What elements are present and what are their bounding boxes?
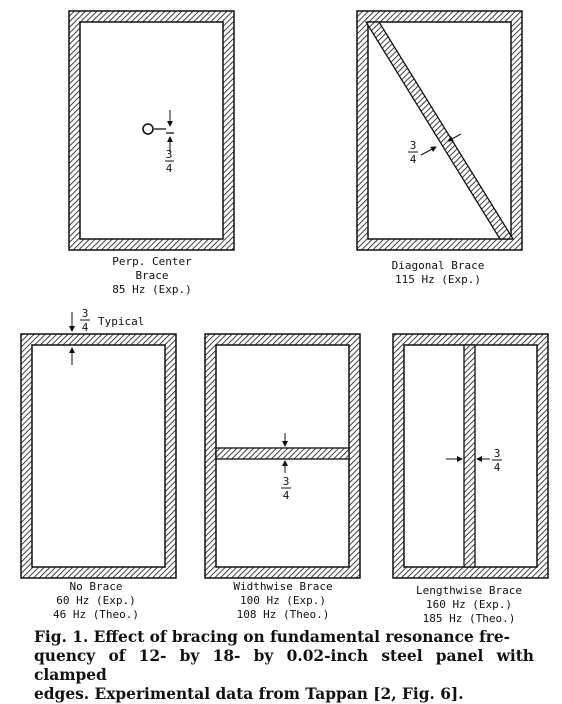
panel-label-title: Diagonal Brace xyxy=(391,259,485,272)
caption-line: edges. Experimental data from Tappan [2, Fig. 6]. xyxy=(34,685,464,703)
lengthwise-brace xyxy=(464,345,475,567)
dimension-denominator: 4 xyxy=(81,321,89,334)
dimension-numerator: 3 xyxy=(282,475,290,488)
panel-frame xyxy=(21,334,176,578)
panel-frequency-theo: 185 Hz (Theo.) xyxy=(422,612,516,625)
dimension-denominator: 4 xyxy=(165,162,173,175)
panel-frequency-theo: 108 Hz (Theo.) xyxy=(236,608,330,621)
panel-frame xyxy=(69,11,234,250)
panel-label-title: Widthwise Brace xyxy=(233,580,333,593)
panel-frequency-theo: 46 Hz (Theo.) xyxy=(52,608,140,621)
panel-label-title: Perp. Center xyxy=(112,255,192,268)
caption-line: quency of 12- by 18- by 0.02-inch steel panel with clamped xyxy=(34,647,534,684)
panel-lengthwise xyxy=(393,334,548,625)
panel-frequency-exp: 85 Hz (Exp.) xyxy=(112,283,192,296)
panel-frequency-exp: 100 Hz (Exp.) xyxy=(239,594,327,607)
panel-no-brace xyxy=(21,307,176,621)
dimension-denominator: 4 xyxy=(282,489,290,502)
caption-line: Fig. 1. Effect of bracing on fundamental resonance fre- xyxy=(34,628,510,646)
dimension-denominator: 4 xyxy=(409,153,417,166)
dimension-numerator: 3 xyxy=(81,307,89,320)
figure-caption xyxy=(34,628,534,704)
panel-diagonal xyxy=(357,11,522,286)
panel-label-subtitle: Brace xyxy=(135,269,169,282)
panel-label-title: No Brace xyxy=(69,580,123,593)
dimension-numerator: 3 xyxy=(165,148,173,161)
widthwise-brace xyxy=(216,448,349,459)
center-brace-marker xyxy=(143,110,174,152)
panel-frequency-exp: 60 Hz (Exp.) xyxy=(56,594,136,607)
diagonal-brace xyxy=(366,22,513,239)
panel-frequency-exp: 160 Hz (Exp.) xyxy=(425,598,513,611)
dimension-note: Typical xyxy=(98,315,145,328)
panel-perp-center xyxy=(69,11,234,296)
panel-label-title: Lengthwise Brace xyxy=(416,584,522,597)
dimension-numerator: 3 xyxy=(409,139,417,152)
dimension-denominator: 4 xyxy=(493,461,501,474)
panel-frequency-exp: 115 Hz (Exp.) xyxy=(394,273,482,286)
panel-widthwise xyxy=(205,334,360,621)
dimension-numerator: 3 xyxy=(493,447,501,460)
